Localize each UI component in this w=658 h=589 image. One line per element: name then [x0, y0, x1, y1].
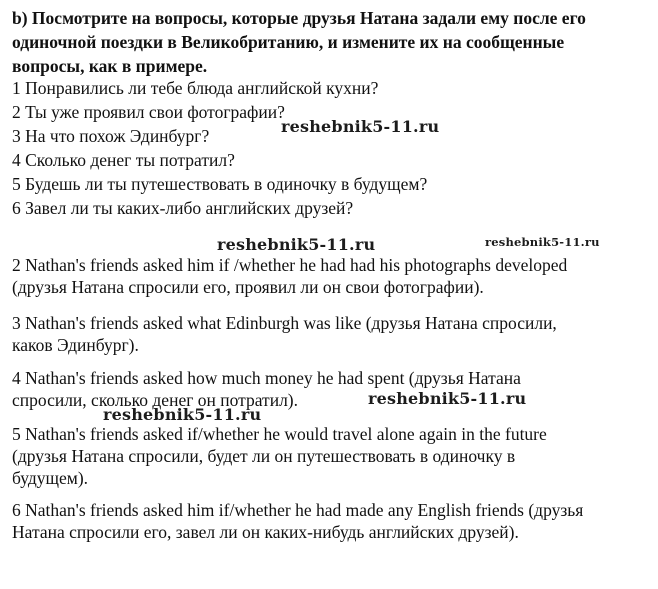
answer-line: 2 Nathan's friends asked him if /whether he had had his photographs developed	[12, 255, 568, 275]
answer-line: 6 Nathan's friends asked him if/whether he had made any English friends (друзья	[12, 500, 584, 520]
question-4: 4 Сколько денег ты потратил?	[12, 150, 235, 170]
answer-2	[12, 254, 652, 298]
task-heading-line: b) Посмотрите на вопросы, которые друзья Натана задали ему после его	[12, 8, 586, 28]
task-heading-line: вопросы, как в примере.	[12, 56, 208, 76]
answer-line: каков Эдинбург).	[12, 335, 139, 355]
watermark: reshebnik5-11.ru	[103, 405, 262, 424]
answer-5	[12, 423, 652, 489]
answer-line: 4 Nathan's friends asked how much money he had spent (друзья Натана	[12, 368, 521, 388]
watermark: reshebnik5-11.ru	[368, 389, 527, 408]
answer-line: 5 Nathan's friends asked if/whether he would travel alone again in the future	[12, 424, 547, 444]
watermark: reshebnik5-11.ru	[217, 235, 376, 254]
question-2: 2 Ты уже проявил свои фотографии?	[12, 102, 285, 122]
answer-6	[12, 499, 652, 543]
answer-line: 3 Nathan's friends asked what Edinburgh was like (друзья Натана спросили,	[12, 313, 557, 333]
question-1: 1 Понравились ли тебе блюда английской кухни?	[12, 78, 379, 98]
answer-line: (друзья Натана спросили, будет ли он путешествовать в одиночку в	[12, 446, 516, 466]
question-list	[12, 76, 427, 220]
watermark: reshebnik5-11.ru	[485, 235, 600, 249]
answer-3	[12, 312, 652, 356]
task-heading-line: одиночной поездки в Великобританию, и измените их на сообщенные	[12, 32, 565, 52]
answer-line: (друзья Натана спросили его, проявил ли он свои фотографии).	[12, 277, 484, 297]
answer-line: будущем).	[12, 468, 89, 488]
answer-line: спросили, сколько денег он потратил).	[12, 390, 299, 410]
watermark: reshebnik5-11.ru	[281, 117, 440, 136]
question-3: 3 На что похож Эдинбург?	[12, 126, 210, 146]
question-6: 6 Завел ли ты каких-либо английских друзей?	[12, 198, 354, 218]
task-heading	[12, 6, 648, 78]
answer-line: Натана спросили его, завел ли он каких-нибудь английских друзей).	[12, 522, 519, 542]
question-5: 5 Будешь ли ты путешествовать в одиночку в будущем?	[12, 174, 428, 194]
